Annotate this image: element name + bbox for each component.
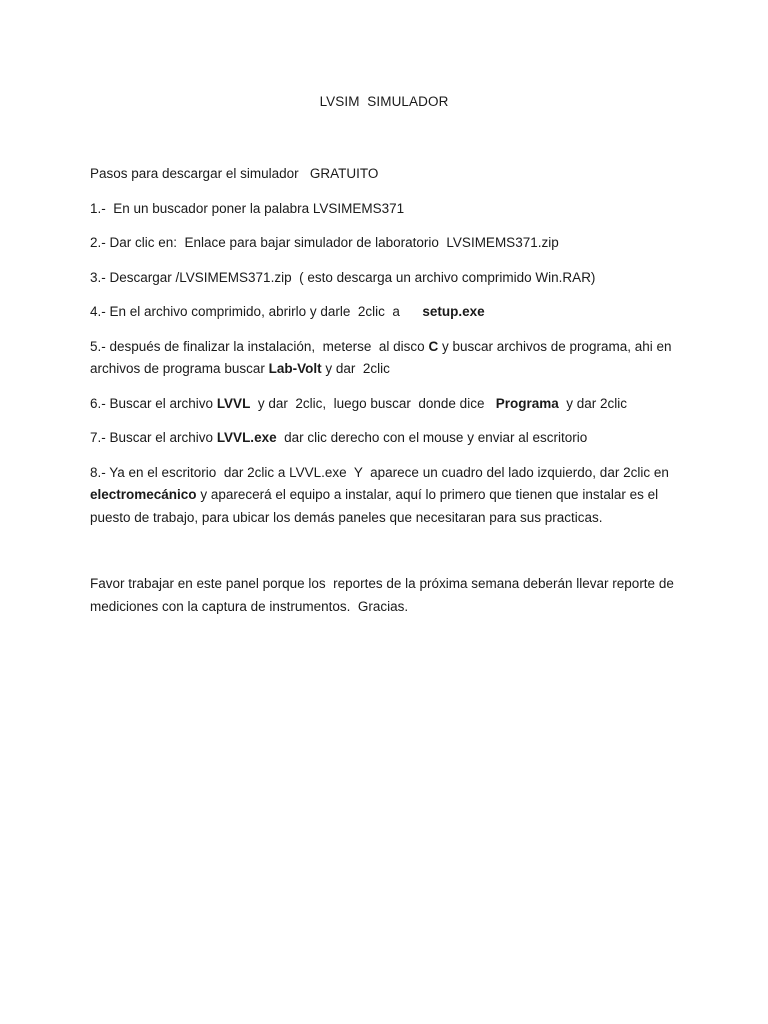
step-6-text-b: y dar 2clic, luego buscar donde dice	[250, 395, 496, 411]
step-8	[90, 462, 690, 530]
step-7-text-b: dar clic derecho con el mouse y enviar al escritorio	[276, 430, 588, 445]
step-6-programa: Programa	[495, 395, 559, 411]
intro-paragraph: Pasos para descargar el simulador GRATUITO	[90, 166, 379, 181]
step-1: 1.- En un buscador poner la palabra LVSIMEMS371	[90, 200, 405, 216]
step-8-electromecanico: electromecánico	[90, 487, 197, 502]
step-6-text-a: 6.- Buscar el archivo	[90, 395, 217, 411]
step-4-setup-exe: setup.exe	[422, 304, 485, 319]
step-5-text-b: y buscar archivos de programa, ahi en archivos de programa buscar	[90, 338, 676, 376]
step-8-text-a: 8.- Ya en el escritorio dar 2clic a LVVL.exe Y aparece un cuadro del lado izquierdo, dar 2clic en	[90, 464, 673, 480]
step-4	[90, 301, 690, 324]
step-4-text: 4.- En el archivo comprimido, abrirlo y darle 2clic a	[90, 304, 423, 319]
step-5-lab-volt: Lab-Volt	[268, 361, 322, 376]
step-5	[90, 336, 690, 381]
document-title: LVSIM SIMULADOR	[319, 94, 449, 109]
closing-paragraph: Favor trabajar en este panel porque los reportes de la próxima semana deberán llevar reporte de mediciones con la captura de instrumentos. Gracias.	[90, 576, 678, 614]
step-7	[90, 427, 690, 450]
step-7-text-a: 7.- Buscar el archivo	[90, 430, 217, 445]
step-5-text-a: 5.- después de finalizar la instalación, meterse al disco	[90, 338, 429, 354]
document-body	[90, 163, 690, 618]
step-3: 3.- Descargar /LVSIMEMS371.zip ( esto descarga un archivo comprimido Win.RAR)	[90, 269, 596, 285]
step-5-text-c: y dar 2clic	[321, 361, 390, 376]
step-2: 2.- Dar clic en: Enlace para bajar simulador de laboratorio LVSIMEMS371.zip	[90, 235, 559, 250]
step-6-text-c: y dar 2clic	[558, 395, 628, 411]
step-7-lvvl-exe: LVVL.exe	[216, 430, 277, 445]
step-8-text-b: y aparecerá el equipo a instalar, aquí lo primero que tienen que instalar es el puesto de trabajo, para ubicar los demás paneles que necesitaran para sus practicas.	[90, 487, 662, 525]
step-6	[90, 393, 690, 416]
step-6-lvvl: LVVL	[216, 395, 251, 411]
step-5-disk-c: C	[428, 338, 439, 354]
